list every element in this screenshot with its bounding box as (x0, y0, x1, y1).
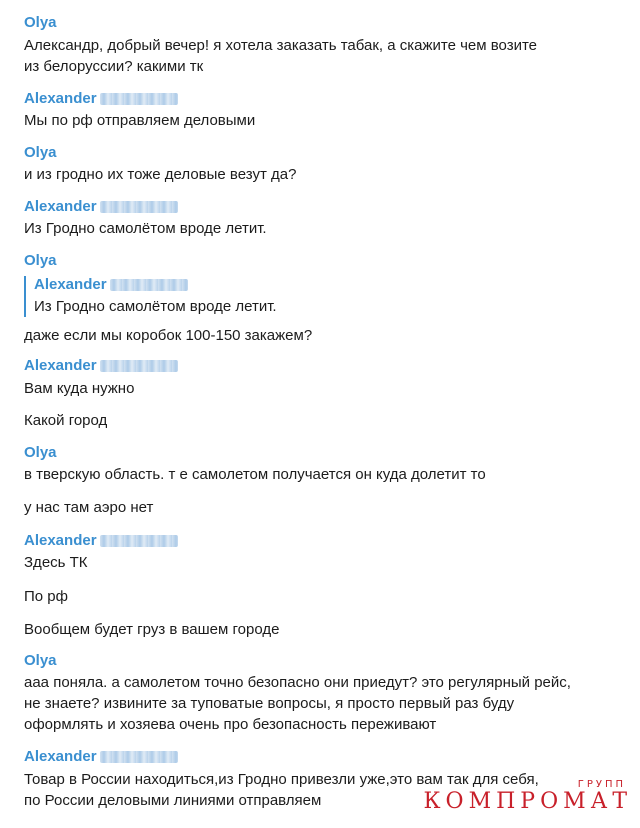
message-text: даже если мы коробок 100-150 закажем? (24, 327, 313, 344)
blurred-surname (110, 279, 188, 291)
sender-name[interactable] (24, 90, 620, 108)
message-text: Мы по рф отправляем деловыми (24, 112, 256, 129)
sender-first-name: Alexander (24, 748, 97, 765)
quote-sender (34, 276, 394, 294)
message-alexander (24, 532, 620, 550)
message-olya (24, 144, 620, 162)
message-olya (24, 444, 620, 462)
message-text: Здесь ТК (24, 554, 88, 571)
blurred-surname (100, 201, 178, 213)
sender-first-name: Alexander (24, 532, 97, 549)
message-text: в тверскую область. т е самолетом получается он куда долетит то (24, 466, 486, 483)
message-text: Вам куда нужно (24, 380, 135, 397)
message-text: из белоруссии? какими тк (24, 58, 204, 75)
sender-first-name: Alexander (24, 198, 97, 215)
sender-name[interactable] (24, 532, 620, 550)
message-text: не знаете? извините за туповатые вопросы, я просто первый раз буду (24, 695, 515, 712)
message-olya (24, 652, 620, 670)
sender-first-name: Alexander (24, 90, 97, 107)
sender-name[interactable] (24, 748, 620, 766)
reply-quote[interactable] (24, 276, 394, 317)
message-text: Александр, добрый вечер! я хотела заказать табак, а скажите чем возите (24, 37, 538, 54)
quote-text: Из Гродно самолётом вроде летит. (34, 298, 277, 315)
sender-name[interactable]: Olya (24, 144, 57, 161)
message-alexander (24, 357, 620, 375)
message-text: По рф (24, 588, 68, 605)
watermark-top-text: ГРУПП (577, 779, 626, 790)
sender-name[interactable] (24, 198, 620, 216)
blurred-surname (100, 751, 178, 763)
watermark-main-text: КОМПРОМАТ (423, 789, 632, 814)
message-text: Какой город (24, 412, 108, 429)
watermark-logo (424, 780, 632, 814)
sender-name[interactable]: Olya (24, 444, 57, 461)
message-text: Товар в России находиться,из Гродно привезли уже,это вам так для себя, (24, 771, 539, 788)
message-text: у нас там аэро нет (24, 499, 154, 516)
message-olya (24, 14, 620, 32)
quote-sender-first-name: Alexander (34, 276, 107, 293)
sender-name[interactable]: Olya (24, 252, 57, 269)
blurred-surname (100, 93, 178, 105)
blurred-surname (100, 360, 178, 372)
message-text: Из Гродно самолётом вроде летит. (24, 220, 267, 237)
blurred-surname (100, 535, 178, 547)
message-alexander (24, 198, 620, 216)
sender-name[interactable]: Olya (24, 652, 57, 669)
message-olya (24, 252, 620, 270)
message-text: по России деловыми линиями отправляем (24, 792, 322, 809)
sender-first-name: Alexander (24, 357, 97, 374)
message-text: оформлять и хозяева очень про безопасность переживают (24, 716, 437, 733)
sender-name[interactable]: Olya (24, 14, 57, 31)
message-alexander (24, 748, 620, 766)
message-text: ааа поняла. а самолетом точно безопасно они приедут? это регулярный рейс, (24, 674, 571, 691)
message-text: и из гродно их тоже деловые везут да? (24, 166, 297, 183)
message-text: Вообщем будет груз в вашем городе (24, 621, 280, 638)
sender-name[interactable] (24, 357, 620, 375)
message-alexander (24, 90, 620, 108)
